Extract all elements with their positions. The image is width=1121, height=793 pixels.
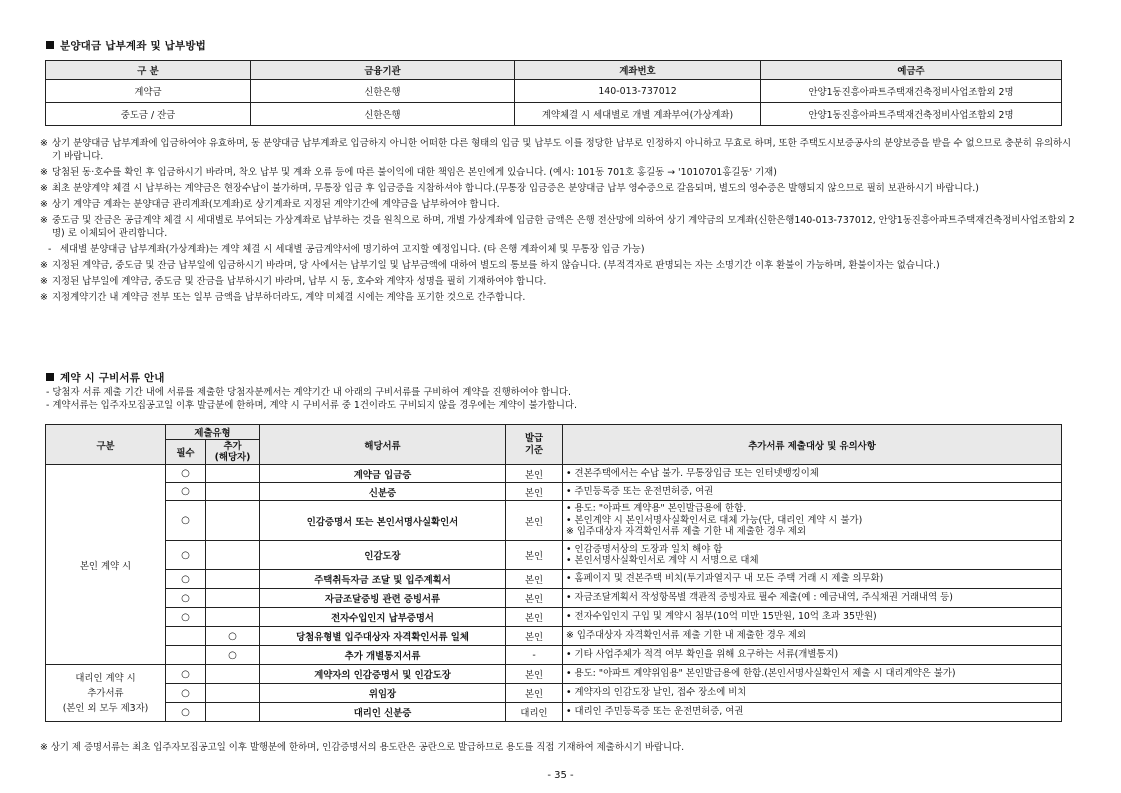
table-header-row <box>46 425 1062 440</box>
cell-category: 계약금 <box>46 80 251 103</box>
required-mark: ○ <box>166 608 206 627</box>
note-item <box>40 275 1080 288</box>
table-row <box>46 465 1062 483</box>
document-note: • 계약자의 인감도장 날인, 접수 장소에 비치 <box>563 684 1062 703</box>
table-row <box>46 80 1062 103</box>
note-text: 상기 계약금 계좌는 분양대금 관리계좌(모계좌)로 상기계좌로 지정된 계약기간에 계약금을 납부하여야 합니다. <box>52 199 500 210</box>
additional-mark <box>206 465 260 483</box>
intro-line: - 계약서류는 입주자모집공고일 이후 발급분에 한하며, 계약 시 구비서류 중 1건이라도 구비되지 않을 경우에는 계약이 불가합니다. <box>46 400 577 411</box>
note-text: 중도금 및 잔금은 공급계약 체결 시 세대별로 부여되는 가상계좌로 납부하는 것을 원칙으로 하며, 개별 가상계좌에 입금한 금액은 은행 전산망에 의하여 상기 계약금의 모계좌(신한은행140-013-737012, 안양1동진흥아파트주택재건축정비사업조합외 2명) 로 이체되어 관리합니다. <box>52 215 1075 239</box>
header-required: 필수 <box>166 440 206 465</box>
table-row <box>46 541 1062 570</box>
document-name: 추가 개별통지서류 <box>260 646 506 665</box>
table-row <box>46 665 1062 684</box>
header-issue-basis: 발급 기준 <box>506 425 563 465</box>
additional-mark <box>206 703 260 722</box>
document-note: • 주민등록증 또는 운전면허증, 여권 <box>563 483 1062 501</box>
note-mark: ※ <box>40 183 48 194</box>
document-note: • 자금조달계획서 작성항목별 객관적 증빙자료 필수 제출(예 : 예금내역, 주식채권 거래내역 등) <box>563 589 1062 608</box>
document-name: 전자수입인지 납부증명서 <box>260 608 506 627</box>
additional-mark: ○ <box>206 627 260 646</box>
square-bullet-icon <box>46 373 54 381</box>
document-note: ※ 입주대상자 자격확인서류 제출 기한 내 제출한 경우 제외 <box>563 627 1062 646</box>
issue-basis: 본인 <box>506 665 563 684</box>
section2-title <box>46 370 165 385</box>
required-mark: ○ <box>166 541 206 570</box>
note-mark: ※ <box>40 260 48 271</box>
header-category: 구분 <box>46 425 166 465</box>
issue-basis: 본인 <box>506 684 563 703</box>
issue-basis: 본인 <box>506 501 563 541</box>
table-row <box>46 646 1062 665</box>
additional-mark <box>206 684 260 703</box>
document-name: 주택취득자금 조달 및 입주계획서 <box>260 570 506 589</box>
section2-title-text: 계약 시 구비서류 안내 <box>60 372 165 384</box>
document-note: • 용도: "아파트 계약용" 본인발급용에 한함. • 본인계약 시 본인서명사실확인서로 대체 가능(단, 대리인 계약 시 불가) ※ 입주대상자 자격확인서류 제출 기한 내 제출한 경우 제외 <box>563 501 1062 541</box>
note-item <box>40 166 1080 179</box>
issue-basis: 본인 <box>506 541 563 570</box>
note-item <box>40 137 1080 163</box>
table-row <box>46 684 1062 703</box>
required-mark: ○ <box>166 589 206 608</box>
required-mark: ○ <box>166 684 206 703</box>
note-text: 지정계약기간 내 계약금 전부 또는 일부 금액을 납부하더라도, 계약 미체결 시에는 계약을 포기한 것으로 간주합니다. <box>52 292 526 303</box>
cell-bank: 신한은행 <box>251 80 515 103</box>
document-note: • 기타 사업주체가 적격 여부 확인을 위해 요구하는 서류(개별통지) <box>563 646 1062 665</box>
note-item <box>40 198 1080 211</box>
issue-basis: 본인 <box>506 570 563 589</box>
payment-account-table <box>45 60 1062 126</box>
additional-mark <box>206 501 260 541</box>
section2-intro <box>46 386 1086 412</box>
intro-line: - 당첨자 서류 제출 기간 내에 서류를 제출한 당첨자분께서는 계약기간 내 아래의 구비서류를 구비하여 계약을 진행하여야 합니다. <box>46 387 571 398</box>
header-document: 해당서류 <box>260 425 506 465</box>
issue-basis: 본인 <box>506 627 563 646</box>
document-name: 계약자의 인감증명서 및 인감도장 <box>260 665 506 684</box>
note-mark: ※ <box>40 199 48 210</box>
document-name: 위임장 <box>260 684 506 703</box>
note-text: 지정된 계약금, 중도금 및 잔금 납부일에 입금하시기 바라며, 당 사에서는 납부기일 및 납부금액에 대하여 별도의 통보를 하지 않습니다. (부적격자로 판명되는 자는 소명기간 이후 환불이 가능하며, 환불이자는 없습니다.) <box>52 260 940 271</box>
note-item <box>40 182 1080 195</box>
document-name: 계약금 입금증 <box>260 465 506 483</box>
document-note: • 홈페이지 및 견본주택 비치(투기과열지구 내 모든 주택 거래 시 제출 의무화) <box>563 570 1062 589</box>
document-name: 신분증 <box>260 483 506 501</box>
page-number: - 35 - <box>547 770 574 781</box>
issue-basis: 본인 <box>506 483 563 501</box>
required-mark: ○ <box>166 483 206 501</box>
note-mark: ※ <box>40 292 48 303</box>
group-proxy-contract: 대리인 계약 시 추가서류 (본인 외 모두 제3자) <box>46 665 166 722</box>
note-text: 최초 분양계약 체결 시 납부하는 계약금은 현장수납이 불가하며, 무통장 입금 후 입금증을 지참하셔야 합니다.(무통장 입금증은 분양대금 납부 영수증으로 갈음되며, 별도의 영수증은 발행되지 않으므로 필히 보관하시기 바랍니다.) <box>52 183 979 194</box>
note-text: 상기 분양대금 납부계좌에 입금하여야 유효하며, 동 분양대금 납부계좌로 입금하지 아니한 어떠한 다른 형태의 입금 및 납부도 이를 정당한 납부로 인정하지 아니하고 무효로 하며, 또한 주택도시보증공사의 분양보증을 받을 수 없으므로 충분히 유의하시기 바랍니다. <box>52 138 1072 162</box>
header-category: 구 분 <box>46 61 251 80</box>
section1-title <box>46 38 206 53</box>
required-mark: ○ <box>166 501 206 541</box>
header-bank: 금융기관 <box>251 61 515 80</box>
note-mark: - <box>48 244 52 255</box>
additional-mark <box>206 541 260 570</box>
required-mark: ○ <box>166 665 206 684</box>
note-text: 세대별 분양대금 납부계좌(가상계좌)는 계약 체결 시 세대별 공급계약서에 명기하여 고지할 예정입니다. (타 은행 계좌이체 및 무통장 입금 가능) <box>60 244 645 255</box>
table-row <box>46 483 1062 501</box>
table-row <box>46 608 1062 627</box>
note-mark: ※ <box>40 215 48 226</box>
note-mark: ※ <box>40 138 48 149</box>
cell-bank: 신한은행 <box>251 103 515 126</box>
required-documents-table <box>45 424 1062 722</box>
cell-category: 중도금 / 잔금 <box>46 103 251 126</box>
note-item <box>40 291 1080 304</box>
note-item <box>40 259 1080 272</box>
header-submit-type: 제출유형 <box>166 425 260 440</box>
issue-basis: 본인 <box>506 465 563 483</box>
document-name: 당첨유형별 입주대상자 자격확인서류 일체 <box>260 627 506 646</box>
additional-mark <box>206 608 260 627</box>
additional-mark <box>206 665 260 684</box>
footer-note: ※ 상기 제 증명서류는 최초 입주자모집공고일 이후 발행분에 한하며, 인감증명서의 용도란은 공란으로 발급하므로 용도를 직접 기재하여 제출하시기 바랍니다. <box>40 742 685 753</box>
table-row <box>46 103 1062 126</box>
note-text: 지정된 납부일에 계약금, 중도금 및 잔금을 납부하시기 바라며, 납부 시 동, 호수와 계약자 성명을 필히 기재하여야 합니다. <box>52 276 547 287</box>
document-note: • 견본주택에서는 수납 불가. 무통장입금 또는 인터넷뱅킹이체 <box>563 465 1062 483</box>
header-account: 계좌번호 <box>515 61 761 80</box>
payment-notes <box>40 137 1080 307</box>
document-note: • 용도: "아파트 계약위임용" 본인발급용에 한함.(본인서명사실확인서 제출 시 대리계약은 불가) <box>563 665 1062 684</box>
note-item <box>40 243 1080 256</box>
document-note: • 대리인 주민등록증 또는 운전면허증, 여권 <box>563 703 1062 722</box>
header-additional: 추가 (해당자) <box>206 440 260 465</box>
document-name: 자금조달증빙 관련 증빙서류 <box>260 589 506 608</box>
issue-basis: 본인 <box>506 608 563 627</box>
note-text: 당첨된 동·호수를 확인 후 입금하시기 바라며, 착오 납부 및 계좌 오류 등에 따른 불이익에 대한 책임은 본인에게 있습니다. (예시: 101동 701호 홍길동 → '1010701홍길동' 기재) <box>52 167 777 178</box>
note-mark: ※ <box>40 276 48 287</box>
issue-basis: - <box>506 646 563 665</box>
square-bullet-icon <box>46 41 54 49</box>
cell-account: 계약체결 시 세대별로 개별 계좌부여(가상계좌) <box>515 103 761 126</box>
table-row <box>46 627 1062 646</box>
document-note: • 인감증명서상의 도장과 일치 해야 함 • 본인서명사실확인서로 계약 시 서명으로 대체 <box>563 541 1062 570</box>
document-note: • 전자수입인지 구입 및 계약시 첨부(10억 미만 15만원, 10억 초과 35만원) <box>563 608 1062 627</box>
table-row <box>46 501 1062 541</box>
cell-account: 140-013-737012 <box>515 80 761 103</box>
issue-basis: 대리인 <box>506 703 563 722</box>
section1-title-text: 분양대금 납부계좌 및 납부방법 <box>60 40 207 52</box>
additional-mark <box>206 570 260 589</box>
required-mark <box>166 627 206 646</box>
additional-mark <box>206 589 260 608</box>
cell-holder: 안양1동진흥아파트주택재건축정비사업조합외 2명 <box>761 80 1062 103</box>
required-mark: ○ <box>166 703 206 722</box>
cell-holder: 안양1동진흥아파트주택재건축정비사업조합외 2명 <box>761 103 1062 126</box>
table-header-row <box>46 61 1062 80</box>
header-notes: 추가서류 제출대상 및 유의사항 <box>563 425 1062 465</box>
additional-mark: ○ <box>206 646 260 665</box>
table-row <box>46 589 1062 608</box>
document-name: 대리인 신분증 <box>260 703 506 722</box>
issue-basis: 본인 <box>506 589 563 608</box>
table-row <box>46 703 1062 722</box>
header-holder: 예금주 <box>761 61 1062 80</box>
required-mark: ○ <box>166 570 206 589</box>
group-self-contract: 본인 계약 시 <box>46 465 166 665</box>
additional-mark <box>206 483 260 501</box>
required-mark: ○ <box>166 465 206 483</box>
required-mark <box>166 646 206 665</box>
note-mark: ※ <box>40 167 48 178</box>
table-row <box>46 570 1062 589</box>
document-name: 인감증명서 또는 본인서명사실확인서 <box>260 501 506 541</box>
note-item <box>40 214 1080 240</box>
document-name: 인감도장 <box>260 541 506 570</box>
